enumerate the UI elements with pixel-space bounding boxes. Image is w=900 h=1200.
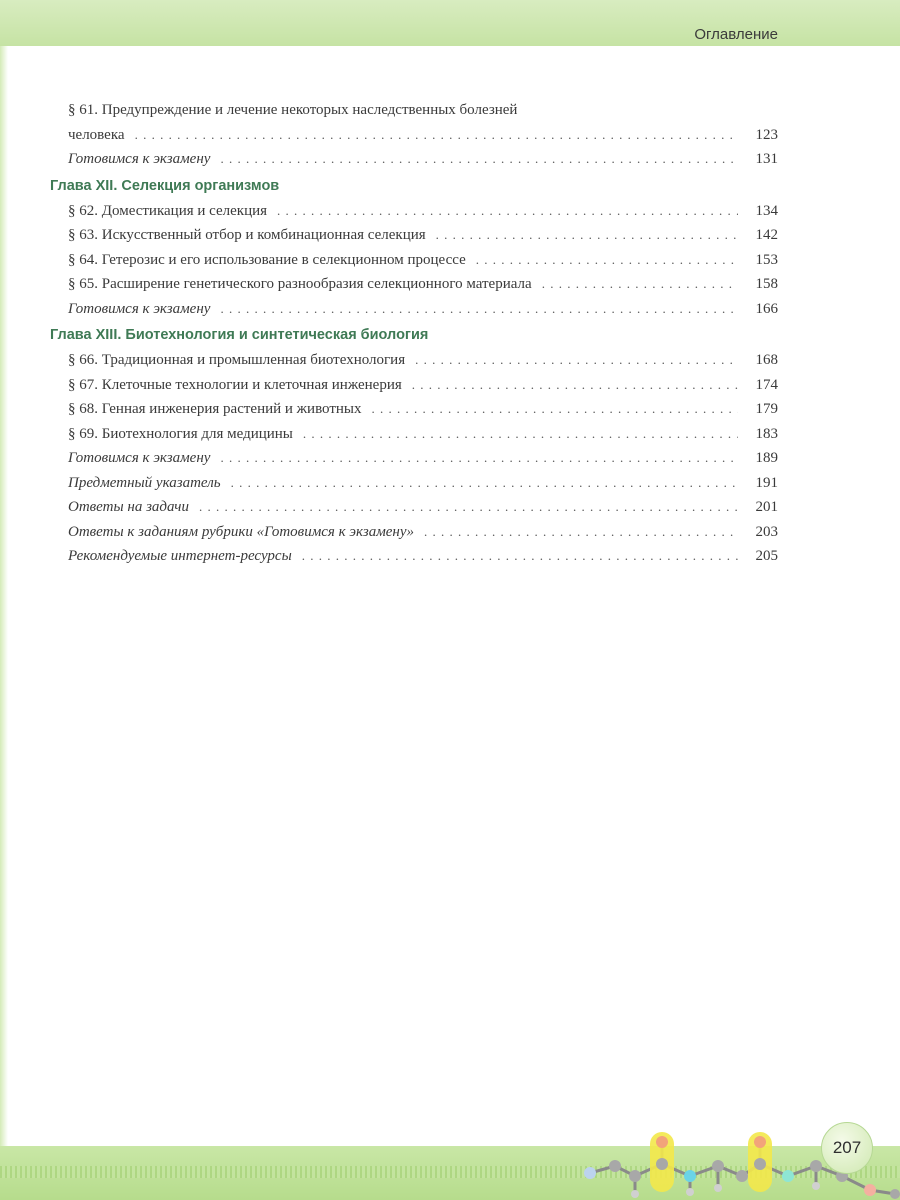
page-number: 207 bbox=[832, 1138, 862, 1157]
toc-entry-66[interactable] bbox=[50, 348, 778, 373]
left-margin-strip bbox=[0, 46, 8, 1146]
toc-entry-68[interactable] bbox=[50, 397, 778, 422]
toc-entry-64[interactable] bbox=[50, 248, 778, 273]
toc-entry-exam-1[interactable] bbox=[50, 147, 778, 172]
toc-entry-title: § 68. Генная инженерия растений и животных bbox=[68, 401, 362, 417]
toc-entry-title: § 64. Гетерозис и его использование в селекционном процессе bbox=[68, 251, 466, 268]
toc-entry-title: § 67. Клеточные технологии и клеточная инженерия bbox=[68, 376, 402, 393]
dot-leader bbox=[372, 397, 738, 422]
chapter-heading-13[interactable]: Глава XIII. Биотехнология и синтетическая биология bbox=[50, 327, 429, 343]
dot-leader bbox=[415, 348, 738, 373]
toc-entry-title: § 63. Искусственный отбор и комбинационная селекция bbox=[68, 227, 426, 243]
toc-entry-title: Готовимся к экзамену bbox=[68, 151, 211, 167]
toc-page-number: 131 bbox=[755, 151, 778, 167]
toc-entry-title: Ответы на задачи bbox=[68, 499, 189, 515]
toc-entry-title: Рекомендуемые интернет-ресурсы bbox=[68, 548, 292, 564]
toc-page-number: 205 bbox=[755, 548, 778, 564]
toc-page-number: 203 bbox=[755, 523, 778, 540]
dot-leader bbox=[277, 199, 738, 224]
toc-page-number: 158 bbox=[755, 276, 778, 292]
dot-leader bbox=[220, 147, 738, 172]
toc-entry-title: § 65. Расширение генетического разнообразия селекционного материала bbox=[68, 276, 532, 292]
dot-leader bbox=[412, 373, 738, 398]
chapter-heading-12[interactable]: Глава XII. Селекция организмов bbox=[50, 177, 280, 194]
toc-entry-title: Готовимся к экзамену bbox=[68, 300, 211, 317]
dot-leader bbox=[436, 223, 738, 248]
toc-page-number: 174 bbox=[755, 376, 778, 393]
toc-entry-resources[interactable] bbox=[50, 544, 778, 569]
toc-entry-67[interactable] bbox=[50, 373, 778, 398]
toc-page-number: 142 bbox=[755, 227, 778, 243]
toc-entry-title-line2: человека bbox=[68, 126, 125, 143]
toc-entry-title-line1: § 61. Предупреждение и лечение некоторых наследственных болезней bbox=[68, 102, 518, 118]
section-title: Оглавление bbox=[694, 26, 778, 43]
toc-page-number: 123 bbox=[755, 126, 778, 143]
dot-leader bbox=[231, 471, 738, 496]
toc-entry-exam-3[interactable] bbox=[50, 446, 778, 471]
dot-leader bbox=[135, 123, 738, 148]
dot-leader bbox=[220, 446, 738, 471]
toc-entry-65[interactable] bbox=[50, 272, 778, 297]
dot-leader bbox=[476, 248, 738, 273]
header-bar bbox=[0, 0, 900, 46]
toc-page-number: 191 bbox=[755, 474, 778, 491]
toc-page-number: 134 bbox=[755, 202, 778, 219]
toc-page-number: 153 bbox=[755, 251, 778, 268]
toc-entry-61[interactable] bbox=[50, 98, 778, 147]
toc-entry-index[interactable] bbox=[50, 471, 778, 496]
toc-entry-title: § 62. Доместикация и селекция bbox=[68, 202, 268, 219]
dot-leader bbox=[424, 520, 738, 545]
toc-page-number: 179 bbox=[755, 401, 778, 417]
toc-entry-title: § 69. Биотехнология для медицины bbox=[68, 425, 293, 442]
toc-entry-title: Ответы к заданиям рубрики «Готовимся к экзамену» bbox=[68, 523, 415, 540]
dot-leader bbox=[199, 495, 738, 520]
toc-entry-63[interactable] bbox=[50, 223, 778, 248]
toc-entry-title: Предметный указатель bbox=[68, 474, 221, 491]
toc-page-number: 189 bbox=[755, 450, 778, 466]
page-number-badge bbox=[821, 1122, 873, 1174]
dot-leader bbox=[302, 544, 738, 569]
toc-page-number: 183 bbox=[755, 425, 778, 442]
toc-entry-title: § 66. Традиционная и промышленная биотехнология bbox=[68, 352, 406, 368]
toc-entry-answers-exam[interactable] bbox=[50, 520, 778, 545]
dot-leader bbox=[303, 422, 738, 447]
toc-entry-title: Готовимся к экзамену bbox=[68, 450, 211, 466]
toc-entry-62[interactable] bbox=[50, 199, 778, 224]
toc-entry-69[interactable] bbox=[50, 422, 778, 447]
dot-leader bbox=[542, 272, 738, 297]
toc-page-number: 201 bbox=[755, 499, 778, 515]
dot-leader bbox=[220, 297, 738, 322]
toc-page-number: 166 bbox=[755, 300, 778, 317]
toc-page-number: 168 bbox=[755, 352, 778, 368]
table-of-contents bbox=[50, 98, 778, 569]
toc-entry-exam-2[interactable] bbox=[50, 297, 778, 322]
toc-entry-answers[interactable] bbox=[50, 495, 778, 520]
